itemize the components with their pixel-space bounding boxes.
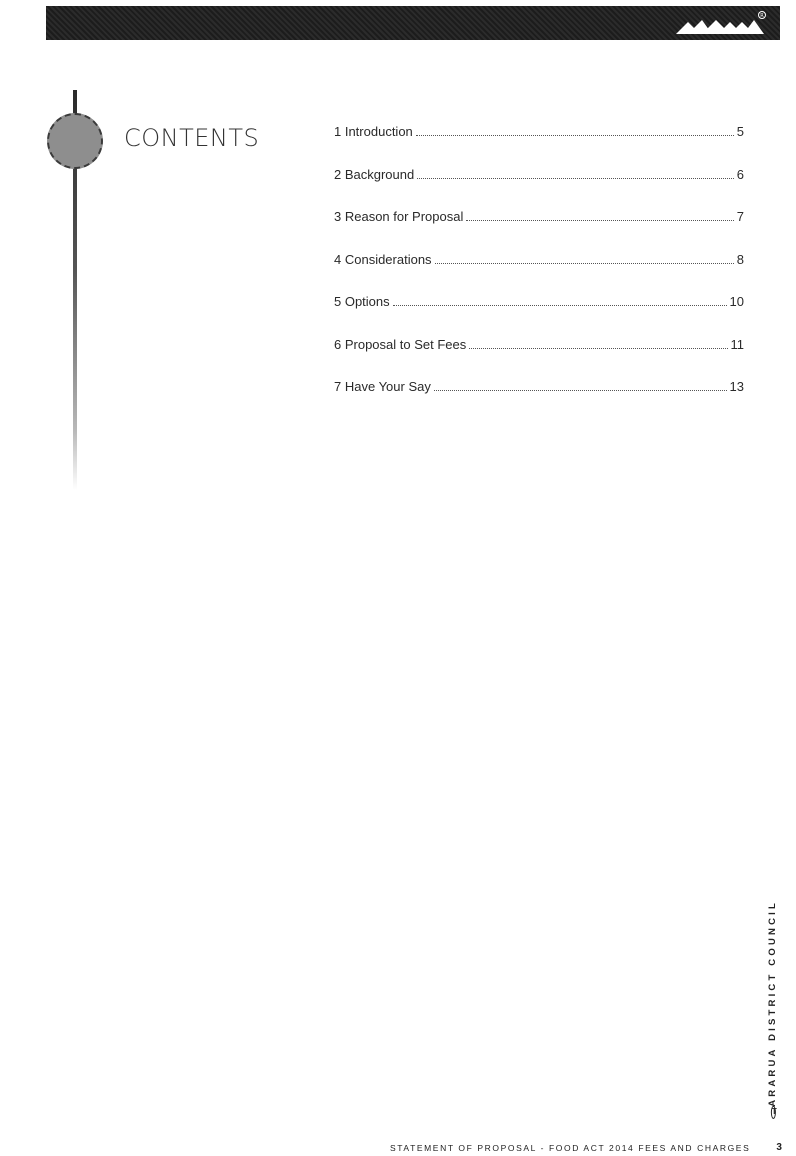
toc-item-proposal-to-set-fees[interactable] [334,337,744,380]
toc-item-reason-for-proposal[interactable] [334,209,744,252]
side-brand-text-wrap [763,900,783,1115]
toc-item-background[interactable] [334,167,744,210]
toc-item-considerations[interactable] [334,252,744,295]
toc-item-page: 13 [729,379,744,394]
toc-item-page: 5 [736,124,744,139]
toc-item-page: 10 [729,294,744,309]
toc-item-label: 5 Options [334,294,390,309]
svg-text:R: R [760,13,764,19]
toc-item-label: 6 Proposal to Set Fees [334,336,467,352]
toc-item-page: 11 [730,336,744,352]
toc-leader-dots [466,211,733,221]
section-marker-dot [47,113,103,169]
toc-item-label: 4 Considerations [334,251,432,267]
toc-item-page: 8 [736,251,744,267]
toc-leader-dots [469,339,727,349]
toc-leader-dots [434,381,727,391]
toc-item-have-your-say[interactable] [334,379,744,422]
table-of-contents [334,124,744,422]
contents-heading: CONTENTS [124,124,260,152]
toc-item-page: 7 [736,209,744,224]
council-name: ARARUA DISTRICT COUNCIL [767,900,778,1107]
toc-item-options[interactable] [334,294,744,337]
toc-item-page: 6 [736,166,744,182]
footer-page-number: 3 [776,1142,782,1153]
toc-item-label: 1 Introduction [334,124,413,139]
toc-item-introduction[interactable] [334,124,744,167]
toc-item-label: 7 Have Your Say [334,379,431,394]
toc-leader-dots [417,169,734,179]
toc-item-label: 2 Background [334,166,415,182]
toc-leader-dots [435,254,734,264]
mountain-logo-icon [672,10,768,38]
side-brand [763,900,783,1115]
footer-document-title: STATEMENT OF PROPOSAL - FOOD ACT 2014 FEES AND CHARGES [390,1142,751,1153]
toc-leader-dots [416,126,734,136]
toc-leader-dots [393,296,727,306]
toc-item-label: 3 Reason for Proposal [334,209,464,224]
top-banner [46,6,780,40]
tararua-logo-icon [770,1106,775,1119]
page-footer [390,1142,786,1153]
